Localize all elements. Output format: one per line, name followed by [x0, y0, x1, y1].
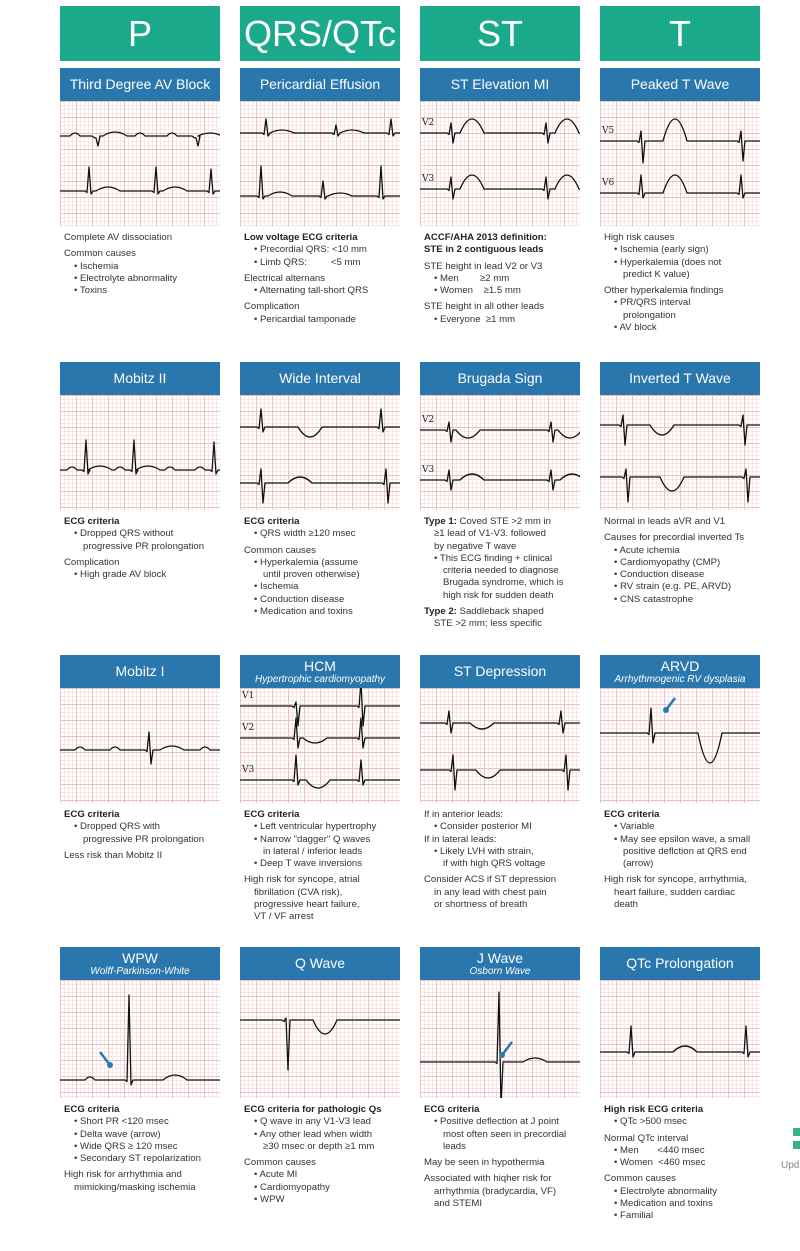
section-heading: ECG criteria: [424, 1104, 480, 1115]
arrow-icon: [499, 1042, 512, 1058]
card-title: Third Degree AV Block: [69, 76, 211, 92]
text-line: Common causes: [64, 248, 136, 260]
text-line: Normal in leads aVR and V1: [604, 516, 726, 527]
card-title-bar: [600, 655, 760, 688]
text-line: (arrow): [623, 858, 654, 870]
bullet-item: • QTc >500 msec: [614, 1116, 687, 1128]
text-line: If in lateral leads:: [424, 833, 497, 845]
card-title-bar: [420, 655, 580, 688]
text-line: Common causes: [244, 544, 316, 556]
bullet-item: • Likely LVH with strain,: [434, 845, 534, 857]
card-title-bar: [600, 68, 760, 101]
text-line: Complication: [64, 556, 120, 568]
ecg-strip: [60, 101, 220, 226]
card-mobitz-i: [60, 655, 220, 862]
card-description: [240, 510, 400, 618]
lead-label: V2: [242, 723, 255, 733]
text-line: Common causes: [244, 1157, 316, 1169]
card-title: Wide Interval: [279, 370, 361, 386]
bullet-item: • AV block: [614, 322, 657, 334]
ecg-strip: [240, 101, 400, 226]
bullet-item: • Deep T wave inversions: [254, 858, 363, 870]
text-line: [424, 606, 580, 618]
card-description: [60, 226, 220, 297]
bullet-item: • Wide QRS ≥ 120 msec: [74, 1140, 178, 1152]
card-title: Peaked T Wave: [630, 76, 730, 92]
card-description: [420, 803, 580, 911]
text-line: or shortness of breath: [434, 899, 528, 911]
text-line: May be seen in hypothermia: [424, 1157, 545, 1169]
bullet-item: • Electrolyte abnormality: [74, 272, 178, 284]
text-line: in any lead with chest pain: [434, 886, 547, 898]
ecg-trace: [420, 119, 580, 143]
bullet-item: • High grade AV block: [74, 569, 167, 581]
bullet-item: • Delta wave (arrow): [74, 1128, 161, 1140]
bullet-item: • Pericardial tamponade: [254, 313, 357, 325]
card-j-wave: [420, 947, 580, 1210]
text-line: ≥30 msec or depth ≥1 mm: [263, 1140, 375, 1152]
card-st-depression: [420, 655, 580, 911]
ecg-trace: [60, 167, 220, 194]
bullet-item: • Ischemia (early sign): [614, 244, 709, 256]
ecg-strip: [240, 395, 400, 510]
card-q-wave: [240, 947, 400, 1206]
card-description: [600, 803, 760, 911]
ecg-trace: [600, 175, 760, 198]
text-line: Brugada syndrome, which is: [443, 577, 564, 589]
bullet-item: • Secondary ST repolarization: [74, 1153, 201, 1165]
lead-label: V5: [602, 126, 615, 136]
ecg-trace: [60, 732, 220, 764]
bullet-item: • Women ≥1.5 mm: [434, 285, 521, 297]
lead-label: V2: [422, 415, 435, 425]
text-line: most often seen in precordial: [443, 1128, 567, 1140]
text-line: arrhythmia (bradycardia, VF): [434, 1185, 557, 1197]
ecg-strip: [240, 980, 400, 1098]
ecg-trace: [240, 409, 400, 437]
arrow-icon: [663, 698, 675, 713]
text-line: STE >2 mm; less specific: [434, 618, 542, 630]
ecg-strip: [420, 101, 580, 226]
text-line: high risk for sudden death: [443, 589, 554, 601]
ecg-trace: [420, 175, 580, 199]
side-text: Upd: [781, 1160, 800, 1171]
card-description: [60, 1098, 220, 1194]
ecg-strip: [600, 101, 760, 226]
card-title: Mobitz II: [113, 370, 167, 386]
card-qtc-prolongation: [600, 947, 760, 1223]
bullet-item: • Electrolyte abnormality: [614, 1185, 718, 1197]
card-wide-interval: [240, 362, 400, 618]
section-heading: ECG criteria: [64, 516, 120, 527]
bullet-item: • Everyone ≥1 mm: [434, 313, 516, 325]
bullet-item: • Hyperkalemia (assume: [254, 556, 359, 568]
text-line: High risk for arrhythmia and: [64, 1169, 182, 1181]
bullet-item: • Dropped QRS without: [74, 528, 174, 540]
card-title-bar: [240, 947, 400, 980]
card-title: Inverted T Wave: [629, 370, 731, 386]
text-line: if with high QRS voltage: [443, 858, 546, 870]
bullet-item: • Alternating tall-short QRS: [254, 285, 369, 297]
bullet-item: • Conduction disease: [614, 569, 705, 581]
type-label: Type 1:: [424, 516, 457, 527]
text-line: Complication: [244, 301, 300, 313]
ecg-trace: [420, 470, 580, 490]
card-subtitle: Arrhythmogenic RV dysplasia: [614, 673, 746, 685]
text-line: progressive PR prolongation: [83, 540, 205, 552]
text-line: Normal QTc interval: [604, 1132, 689, 1144]
bullet-item: • May see epsilon wave, a small: [614, 833, 751, 845]
card-description: [420, 1098, 580, 1210]
section-heading: ECG criteria for pathologic Qs: [244, 1104, 382, 1115]
text-line: High risk for syncope, atrial: [244, 874, 360, 886]
ecg-trace: [600, 469, 760, 502]
lead-label: V6: [602, 178, 615, 188]
text-line: Consider ACS if ST depression: [424, 874, 557, 886]
bullet-item: • Ischemia: [74, 260, 119, 272]
text-line: death: [614, 899, 639, 911]
card-description: [60, 510, 220, 581]
ecg-trace: [420, 992, 580, 1098]
card-title: Pericardial Effusion: [259, 76, 381, 92]
section-heading: Low voltage ECG criteria: [244, 232, 358, 243]
card-title-bar: [420, 362, 580, 395]
bullet-item: • Any other lead when width: [254, 1128, 373, 1140]
card-brugada-sign: [420, 362, 580, 631]
column-header-st: ST: [420, 6, 580, 61]
bullet-item: • Hyperkalemia (does not: [614, 256, 722, 268]
ecg-strip: [600, 395, 760, 510]
section-heading: ECG criteria: [244, 809, 300, 820]
card-title-bar: [60, 362, 220, 395]
ecg-trace: [60, 995, 220, 1085]
bullet-item: • Acute ichemia: [614, 544, 680, 556]
bullet-item: • Variable: [614, 821, 655, 833]
card-title-bar: [60, 655, 220, 688]
ecg-trace: [240, 469, 400, 503]
ecg-trace: [240, 1018, 400, 1070]
text-line: [424, 516, 580, 528]
section-heading: STE in 2 contiguous leads: [424, 244, 544, 256]
card-description: [420, 226, 580, 326]
text-line: by negative T wave: [434, 540, 517, 552]
card-description: [600, 1098, 760, 1223]
text-line: progressive PR prolongation: [83, 833, 205, 845]
card-subtitle: Osborn Wave: [469, 965, 531, 977]
lead-label: V3: [422, 465, 435, 475]
card-description: [600, 510, 760, 606]
card-title: Q Wave: [294, 955, 346, 971]
section-heading: ECG criteria: [64, 809, 120, 820]
bullet-item: • Men <440 msec: [614, 1144, 705, 1156]
text-line: High risk causes: [604, 232, 675, 243]
ecg-trace: [600, 415, 760, 445]
bullet-item: • WPW: [254, 1194, 285, 1206]
card-hcm: [240, 655, 400, 924]
bullet-item: • Dropped QRS with: [74, 821, 161, 833]
card-title-bar: [60, 947, 220, 980]
text-line: positive deflction at QRS end: [623, 845, 747, 857]
text-line: Less risk than Mobitz II: [64, 849, 163, 861]
card-description: [420, 510, 580, 631]
card-title-bar: [240, 362, 400, 395]
bullet-item: • Consider posterior MI: [434, 821, 532, 833]
ecg-strip: [60, 395, 220, 510]
bullet-item: • Women <460 msec: [614, 1157, 706, 1169]
bullet-item: • Conduction disease: [254, 593, 345, 605]
card-title: Mobitz I: [115, 663, 165, 679]
ecg-trace: [420, 422, 580, 442]
text-line: Causes for precordial inverted Ts: [604, 532, 745, 544]
lead-label: V3: [242, 765, 255, 775]
card-mobitz-ii: [60, 362, 220, 581]
section-heading: ECG criteria: [64, 1104, 120, 1115]
card-title-bar: [240, 655, 400, 688]
card-title: ST Elevation MI: [450, 76, 550, 92]
text-line: criteria needed to diagnose: [443, 565, 559, 577]
bullet-item: • Familial: [614, 1210, 654, 1222]
card-title: QTc Prolongation: [626, 955, 734, 971]
card-title-bar: [600, 362, 760, 395]
ecg-trace: [60, 440, 220, 474]
card-inverted-t-wave: [600, 362, 760, 606]
card-title: WPW: [122, 949, 158, 966]
bullet-item: • Cardiomyopathy (CMP): [614, 556, 721, 568]
ecg-strip: [600, 980, 760, 1098]
card-description: [240, 226, 400, 326]
card-subtitle: Wolff-Parkinson-White: [90, 965, 190, 977]
ecg-trace: [240, 688, 400, 726]
card-title-bar: [60, 68, 220, 101]
bullet-item: • Narrow "dagger" Q waves: [254, 833, 371, 845]
column-header-qrsqtc: QRS/QTc: [240, 6, 400, 61]
ecg-trace: [240, 718, 400, 748]
ecg-trace: [240, 755, 400, 788]
lead-label: V1: [242, 691, 255, 701]
bullet-item: • Cardiomyopathy: [254, 1181, 330, 1193]
card-title: ARVD: [660, 657, 700, 674]
ecg-trace: [420, 755, 580, 790]
card-third-degree-av-block: [60, 68, 220, 297]
ecg-trace: [240, 166, 400, 199]
text-line: progressive heart failure,: [254, 899, 360, 911]
card-title: HCM: [304, 657, 336, 674]
ecg-strip: [600, 688, 760, 803]
card-title: Brugada Sign: [457, 370, 543, 386]
text-line: leads: [443, 1140, 466, 1152]
bullet-item: • Toxins: [74, 285, 108, 297]
column-header-t: T: [600, 6, 760, 61]
text-span: Saddleback shaped: [456, 606, 544, 618]
bullet-item: • Limb QRS: <5 mm: [254, 256, 361, 268]
text-line: in lateral / inferior leads: [263, 845, 363, 857]
text-line: Common causes: [604, 1173, 676, 1185]
type-label: Type 2:: [424, 606, 457, 618]
ecg-strip: [420, 395, 580, 510]
bullet-item: • Men ≥2 mm: [434, 272, 510, 284]
ecg-strip: [60, 980, 220, 1098]
card-pericardial-effusion: [240, 68, 400, 326]
text-span: Coved STE >2 mm in: [456, 516, 551, 527]
text-line: heart failure, sudden cardiac: [614, 886, 736, 898]
section-heading: ECG criteria: [604, 809, 660, 820]
bullet-item: • Short PR <120 msec: [74, 1116, 169, 1128]
section-heading: High risk ECG criteria: [604, 1104, 704, 1115]
text-line: If in anterior leads:: [424, 809, 503, 820]
ecg-strip: [420, 688, 580, 803]
card-title: J Wave: [476, 949, 524, 966]
text-line: High risk for syncope, arrhythmia,: [604, 874, 747, 886]
text-line: STE height in all other leads: [424, 301, 544, 313]
text-line: STE height in lead V2 or V3: [424, 260, 543, 272]
ecg-trace: [60, 132, 220, 146]
text-line: Associated with hiqher risk for: [424, 1173, 552, 1185]
green-square-icon: [793, 1141, 800, 1149]
bullet-item: • Acute MI: [254, 1169, 298, 1181]
bullet-item: • Ischemia: [254, 581, 299, 593]
text-line: mimicking/masking ischemia: [74, 1181, 196, 1193]
card-title-bar: [420, 947, 580, 980]
bullet-item: • Precordial QRS: <10 mm: [254, 244, 367, 256]
section-heading: ACCF/AHA 2013 definition:: [424, 232, 547, 243]
text-line: ≥1 lead of V1-V3. followed: [434, 528, 546, 540]
bullet-item: • PR/QRS interval: [614, 297, 691, 309]
card-title-bar: [420, 68, 580, 101]
ecg-trace: [240, 119, 400, 136]
text-line: Electrical alternans: [244, 272, 326, 284]
ecg-trace: [600, 708, 760, 763]
bullet-item: • Positive deflection at J point: [434, 1116, 559, 1128]
arrow-icon: [100, 1052, 113, 1068]
ecg-strip: [60, 688, 220, 803]
card-description: [600, 226, 760, 334]
text-line: VT / VF arrest: [254, 911, 314, 923]
text-line: and STEMI: [434, 1198, 482, 1210]
text-line: fibrillation (CVA risk),: [254, 886, 343, 898]
green-square-icon: [793, 1128, 800, 1136]
card-title-bar: [600, 947, 760, 980]
card-description: [240, 1098, 400, 1206]
card-wpw: [60, 947, 220, 1194]
card-subtitle: Hypertrophic cardiomyopathy: [254, 673, 386, 685]
column-header-p: P: [60, 6, 220, 61]
card-title-bar: [240, 68, 400, 101]
lead-label: V2: [422, 118, 435, 128]
bullet-item: • QRS width ≥120 msec: [254, 528, 356, 540]
bullet-item: • RV strain (e.g. PE, ARVD): [614, 581, 732, 593]
card-arvd: [600, 655, 760, 911]
lead-label: V3: [422, 174, 435, 184]
card-description: [240, 803, 400, 924]
bullet-item: • Q wave in any V1-V3 lead: [254, 1116, 371, 1128]
ecg-trace: [420, 711, 580, 733]
bullet-item: • This ECG finding + clinical: [434, 552, 553, 564]
ecg-trace: [600, 119, 760, 163]
card-st-elevation-mi: [420, 68, 580, 326]
ecg-strip: [240, 688, 400, 803]
bullet-item: • Medication and toxins: [254, 606, 353, 618]
bullet-item: • Left ventricular hypertrophy: [254, 821, 377, 833]
text-line: Other hyperkalemia findings: [604, 285, 724, 297]
section-heading: ECG criteria: [244, 516, 300, 527]
bullet-item: • CNS catastrophe: [614, 593, 694, 605]
text-line: Complete AV dissociation: [64, 232, 173, 243]
card-peaked-t-wave: [600, 68, 760, 334]
text-line: prolongation: [623, 309, 676, 321]
card-description: [60, 803, 220, 862]
ecg-trace: [600, 1026, 760, 1057]
text-line: predict K value): [623, 268, 690, 280]
card-title: ST Depression: [453, 663, 547, 679]
ecg-strip: [420, 980, 580, 1098]
text-line: until proven otherwise): [263, 569, 360, 581]
bullet-item: • Medication and toxins: [614, 1198, 713, 1210]
